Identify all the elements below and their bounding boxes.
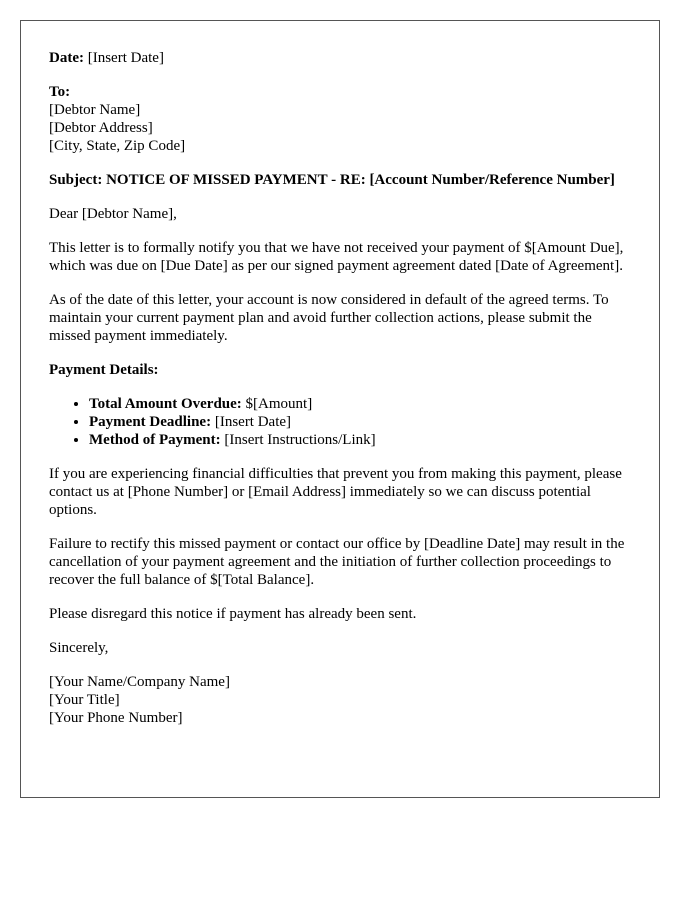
subject-line	[49, 171, 631, 189]
recipient-name: [Debtor Name]	[49, 102, 141, 118]
payment-details-list	[49, 395, 631, 449]
closing-paragraph-3: Please disregard this notice if payment has already been sent.	[49, 606, 417, 622]
signoff: Sincerely,	[49, 640, 109, 656]
signature-phone: [Your Phone Number]	[49, 710, 183, 726]
body-paragraph-1: This letter is to formally notify you that we have not received your payment of $[Amount Due], which was due on [Due Date] as per our signed payment agreement dated [Date of Agreement].	[49, 240, 624, 274]
payment-detail-item	[89, 431, 631, 449]
recipient-address: [Debtor Address]	[49, 120, 153, 136]
letter-document	[20, 20, 660, 798]
recipient-city: [City, State, Zip Code]	[49, 138, 186, 154]
payment-detail-value: [Insert Date]	[214, 414, 292, 430]
subject-text: Subject: NOTICE OF MISSED PAYMENT - RE: [Account Number/Reference Number]	[49, 172, 615, 188]
closing-paragraph-1: If you are experiencing financial difficulties that prevent you from making this payment, please contact us at [Phone Number] or [Email Address] immediately so we can discuss potential options.	[49, 466, 622, 518]
signature-block	[49, 673, 631, 727]
closing-paragraph-2: Failure to rectify this missed payment or contact our office by [Deadline Date] may result in the cancellation of your payment agreement and the initiation of further collection proceedings to recover the full balance of $[Total Balance].	[49, 536, 625, 588]
payment-detail-label: Total Amount Overdue:	[89, 396, 242, 412]
payment-detail-value: [Insert Instructions/Link]	[224, 432, 376, 448]
payment-detail-item	[89, 413, 631, 431]
recipient-block	[49, 83, 631, 155]
payment-detail-label: Payment Deadline:	[89, 414, 212, 430]
payment-detail-label: Method of Payment:	[89, 432, 221, 448]
greeting: Dear [Debtor Name],	[49, 206, 177, 222]
date-label: Date:	[49, 50, 84, 66]
recipient-label: To:	[49, 84, 71, 100]
payment-details-heading	[49, 361, 631, 379]
date-line	[49, 49, 631, 67]
payment-details-heading-text: Payment Details:	[49, 362, 159, 378]
body-paragraph-2: As of the date of this letter, your account is now considered in default of the agreed terms. To maintain your current payment plan and avoid further collection actions, please submit the missed payment immediately.	[49, 292, 609, 344]
payment-detail-value: $[Amount]	[245, 396, 313, 412]
date-value: [Insert Date]	[87, 50, 164, 66]
payment-detail-item	[89, 395, 631, 413]
signature-name: [Your Name/Company Name]	[49, 674, 230, 690]
signature-title: [Your Title]	[49, 692, 120, 708]
